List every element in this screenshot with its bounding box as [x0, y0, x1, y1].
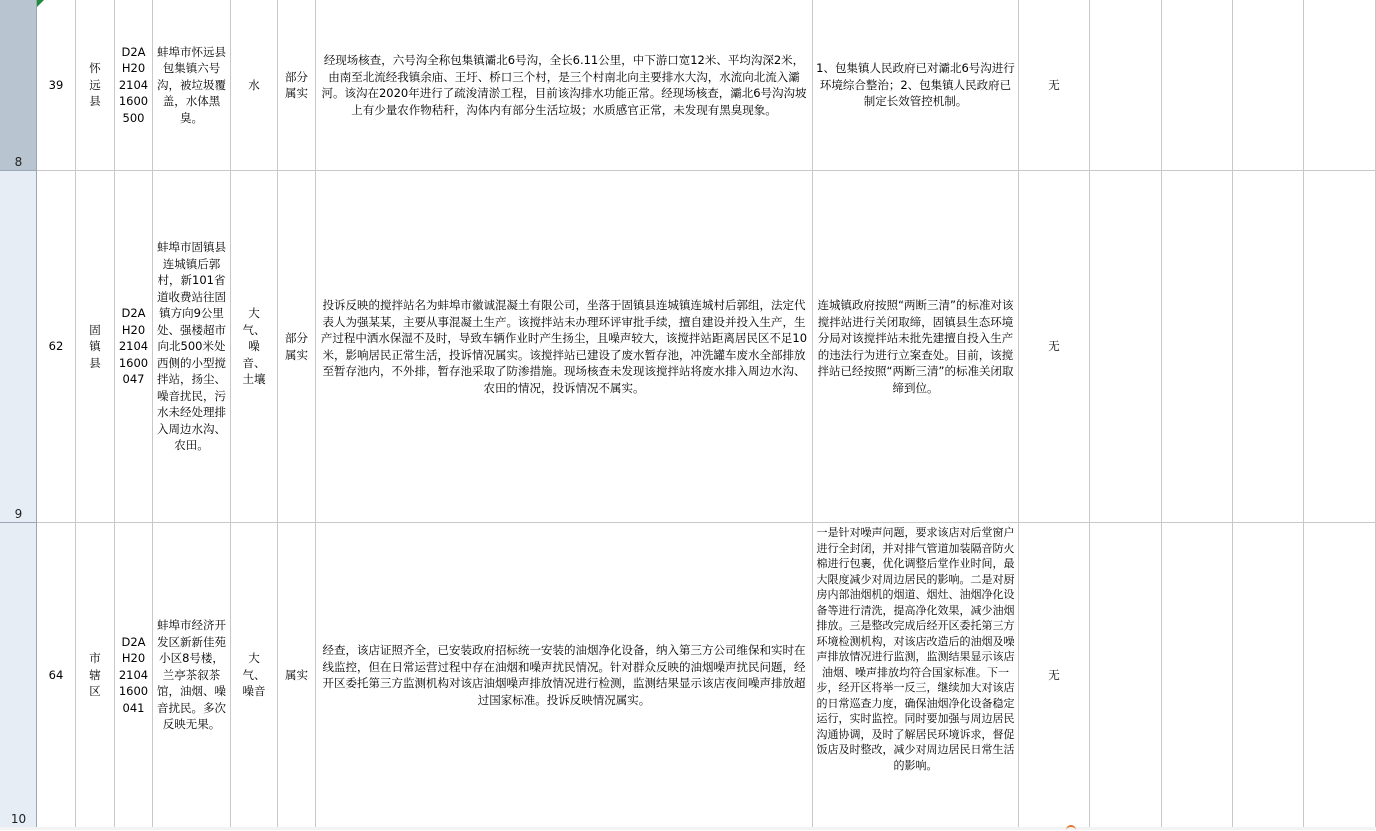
cell-investigation[interactable] [316, 523, 813, 828]
seq-text: 62 [48, 339, 64, 354]
cell-investigation[interactable] [316, 171, 813, 523]
cell-accountability[interactable] [1019, 171, 1090, 523]
complaint-text: 蚌埠市固镇县连城镇后郭村，新101省道收费站往固镇方向9公里处、强楼超市向北500米处西侧的小型搅拌站，扬尘、噪音扰民，污水未经处理排入周边水沟、农田。 [157, 240, 226, 453]
cell-investigation[interactable] [316, 0, 813, 171]
cell-accountability[interactable] [1019, 0, 1090, 171]
cell-seq[interactable] [37, 0, 76, 171]
pollution-type-text: 大气、噪音 [242, 651, 266, 699]
cell-accountability[interactable] [1019, 523, 1090, 828]
cell-code[interactable] [115, 171, 153, 523]
cell-district[interactable] [76, 171, 115, 523]
cell-rectification[interactable] [813, 523, 1019, 828]
complaint-text: 蚌埠市经济开发区新新佳苑小区8号楼，兰亭茶叙茶馆，油烟、噪音扰民。多次反映无果。 [157, 618, 226, 732]
code-text: D2AH2021041600500 [118, 44, 149, 125]
row-header-8[interactable] [0, 0, 37, 171]
drawing-object-edge-icon [1066, 825, 1076, 831]
investigation-text: 经现场核查，六号沟全称包集镇灞北6号沟，全长6.11公里，中下游口宽12米、平均沟深2米，由南至北流经我镇余庙、王圩、桥口三个村，是三个村南北向主要排水大沟，水流向北流入灞河。该沟在2020年进行了疏浚清淤工程，目前该沟排水功能正常。经现场核查，灞北6号沟沟坡上有少量农作物秸秆，沟体内有部分生活垃圾；水质感官正常，未发现有黑臭现象。 [321, 53, 807, 117]
code-text: D2AH2021041600041 [118, 634, 149, 715]
cell-complaint[interactable] [153, 523, 231, 828]
seq-text: 39 [48, 77, 64, 92]
cell-rectification[interactable] [813, 0, 1019, 171]
code-text: D2AH2021041600047 [118, 306, 149, 387]
cell-verified[interactable] [278, 171, 316, 523]
cell-empty[interactable] [1304, 171, 1376, 523]
comment-indicator-icon [37, 0, 44, 7]
cell-empty[interactable] [1233, 171, 1304, 523]
verified-text: 部分属实 [285, 331, 308, 362]
cell-rectification[interactable] [813, 171, 1019, 523]
cell-empty[interactable] [1162, 171, 1233, 523]
pollution-type-text: 水 [248, 77, 260, 92]
district-text: 怀远县 [89, 61, 101, 109]
accountability-text: 无 [1048, 667, 1060, 682]
row-number: 10 [10, 812, 27, 826]
rectification-text: 一是针对噪声问题，要求该店对后堂窗户进行全封闭，并对排气管道加装隔音防火棉进行包裹，优化调整后堂作业时间，最大限度减少对周边居民的影响。二是对厨房内部油烟机的烟道、烟灶、油烟净化设备等进行清洗，提高净化效果，减少油烟排放。三是整改完成后经开区委托第三方环境检测机构，对该店改造后的油烟及噪声排放情况进行监测，监测结果显示该店油烟、噪声排放均符合国家标准。下一步，经开区将举一反三，继续加大对该店的日常巡查力度，确保油烟净化设备稳定运行，实时监控。同时要加强与周边居民沟通协调，及时了解居民环境诉求，督促饭店及时整改，减少对周边居民日常生活的影响。 [816, 526, 1015, 772]
row-number: 9 [14, 507, 23, 521]
cell-code[interactable] [115, 0, 153, 171]
cell-verified[interactable] [278, 0, 316, 171]
cell-pollution-type[interactable] [231, 0, 278, 171]
cell-empty[interactable] [1304, 523, 1376, 828]
row-number: 8 [14, 155, 23, 169]
pollution-type-text: 大气、噪音、土壤 [242, 306, 266, 387]
seq-text: 64 [48, 667, 64, 682]
cell-empty[interactable] [1304, 0, 1376, 171]
investigation-text: 经查，该店证照齐全，已安装政府招标统一安装的油烟净化设备，纳入第三方公司维保和实时在线监控，但在日常运营过程中存在油烟和噪声扰民情况。针对群众反映的油烟噪声扰民问题，经开区委托第三方监测机构对该店油烟噪声排放情况进行检测，监测结果显示该店夜间噪声排放超过国家标准。投诉反映情况属实。 [322, 643, 806, 707]
verified-text: 部分属实 [285, 69, 308, 100]
cell-seq[interactable] [37, 171, 76, 523]
cell-empty[interactable] [1233, 523, 1304, 828]
cell-pollution-type[interactable] [231, 171, 278, 523]
row-header-9[interactable] [0, 171, 37, 523]
rectification-text: 1、包集镇人民政府已对灞北6号沟进行环境综合整治；2、包集镇人民政府已制定长效管控机制。 [816, 61, 1015, 109]
cell-seq[interactable] [37, 523, 76, 828]
verified-text: 属实 [285, 667, 308, 682]
cell-empty[interactable] [1162, 0, 1233, 171]
rectification-text: 连城镇政府按照“两断三清”的标准对该搅拌站进行关闭取缔，固镇县生态环境分局对该搅拌站未批先建擅自投入生产的违法行为进行立案查处。目前，该搅拌站已经按照“两断三清”的标准关闭取缔到位。 [817, 298, 1014, 395]
cell-empty[interactable] [1090, 171, 1162, 523]
cell-complaint[interactable] [153, 0, 231, 171]
cell-empty[interactable] [1090, 523, 1162, 828]
complaint-text: 蚌埠市怀远县包集镇六号沟，被垃圾覆盖，水体黑臭。 [157, 44, 226, 125]
district-text: 市辖区 [89, 651, 101, 699]
investigation-text: 投诉反映的搅拌站名为蚌埠市徽诚混凝土有限公司，坐落于固镇县连城镇连城村后郭组，法定代表人为强某某，主要从事混凝土生产。该搅拌站未办理环评审批手续，擅自建设并投入生产，生产过程中洒水保湿不及时，导致车辆作业时产生扬尘，且噪声较大，该搅拌站距离居民区不足10米，影响居民正常生活，投诉情况属实。该搅拌站已建设了废水暂存池，冲洗罐车废水全部排放至暂存池内，不外排，暂存池采取了防渗措施。现场核查未发现该搅拌站将废水排入周边水沟、农田的情况，投诉情况不属实。 [320, 298, 808, 395]
cell-empty[interactable] [1233, 0, 1304, 171]
cell-pollution-type[interactable] [231, 523, 278, 828]
cell-code[interactable] [115, 523, 153, 828]
row-header-10[interactable] [0, 523, 37, 828]
cell-complaint[interactable] [153, 171, 231, 523]
accountability-text: 无 [1048, 339, 1060, 354]
cell-district[interactable] [76, 0, 115, 171]
cell-district[interactable] [76, 523, 115, 828]
cell-verified[interactable] [278, 523, 316, 828]
cell-empty[interactable] [1162, 523, 1233, 828]
cell-empty[interactable] [1090, 0, 1162, 171]
accountability-text: 无 [1048, 77, 1060, 92]
district-text: 固镇县 [89, 322, 101, 370]
